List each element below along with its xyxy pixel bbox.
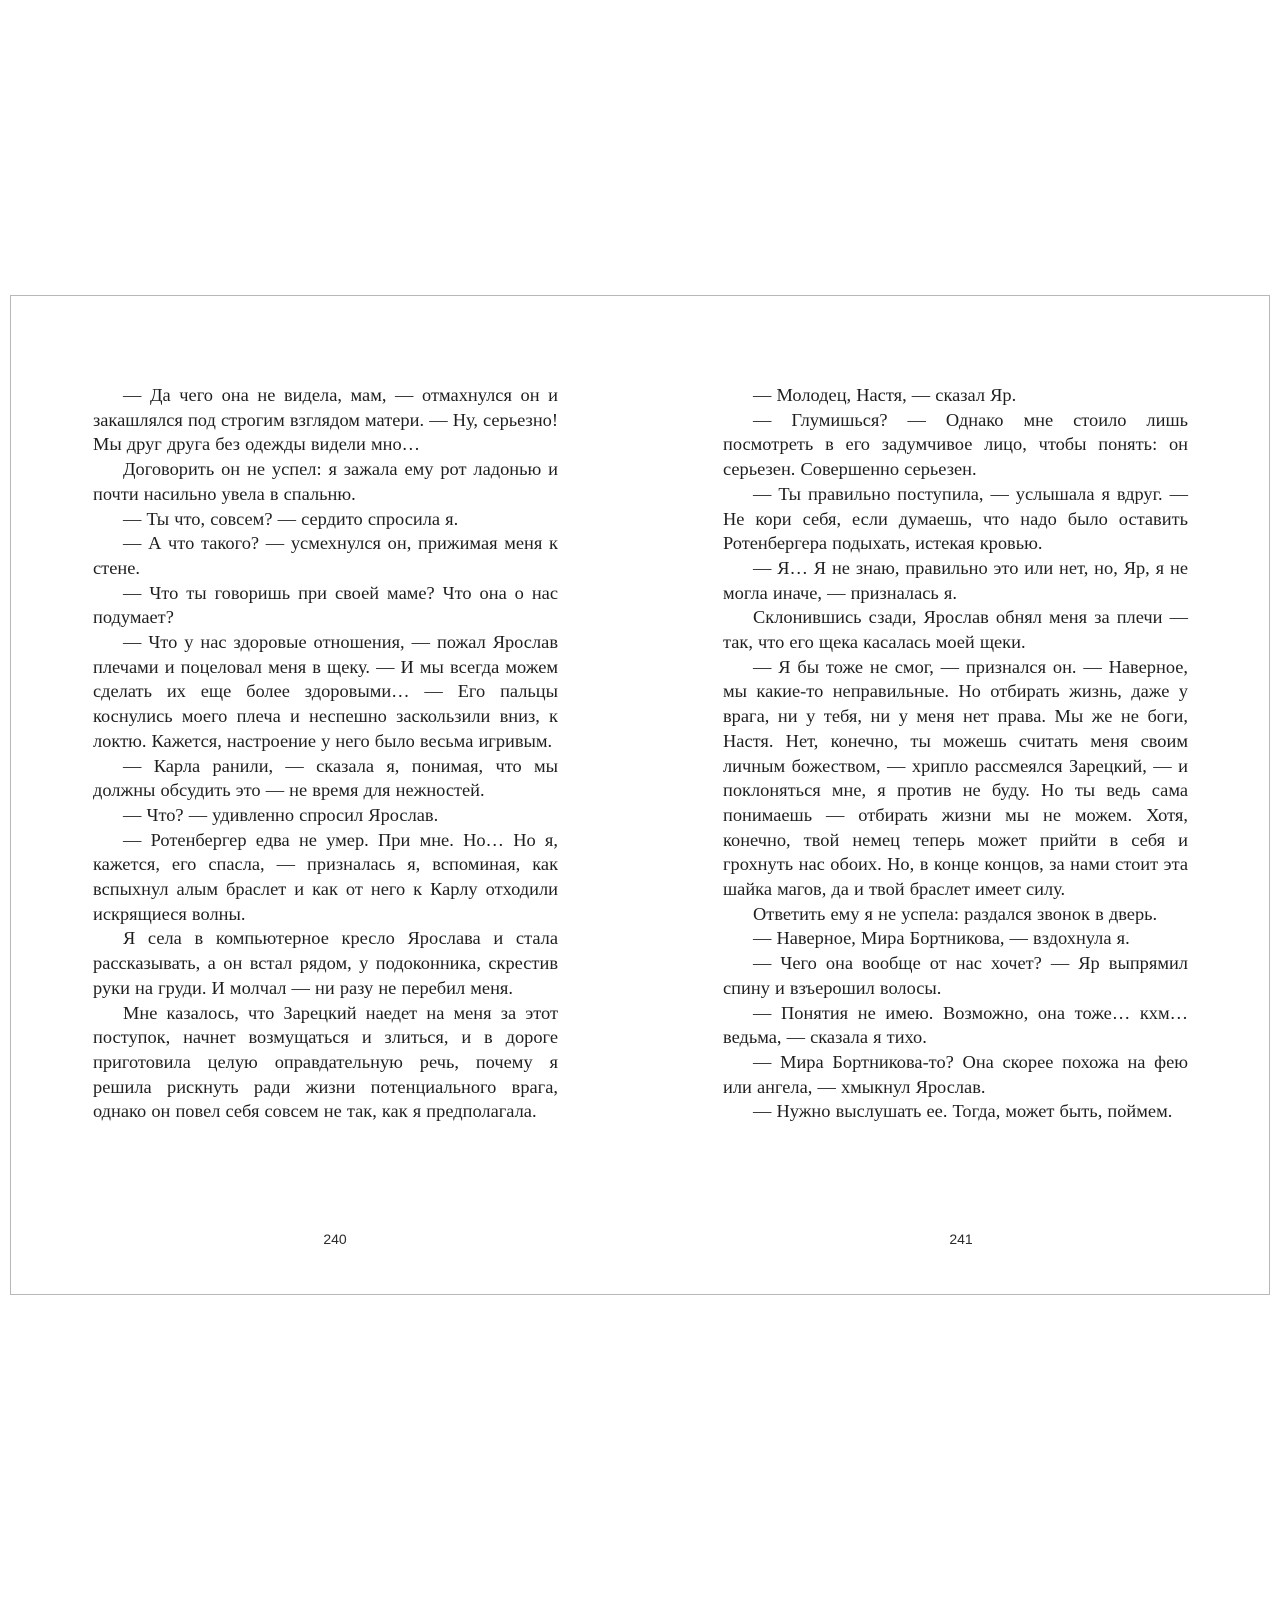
left-page bbox=[93, 383, 558, 1293]
right-page bbox=[723, 383, 1188, 1293]
paragraph: — Глумишься? — Однако мне стоило лишь посмотреть в его задумчивое лицо, чтобы понять: он серьезен. Совершенно серьезен. bbox=[723, 409, 1188, 480]
book-spread bbox=[10, 295, 1270, 1295]
paragraph: — Я бы тоже не смог, — признался он. — Наверное, мы какие-то неправильные. Но отбирать жизнь, даже у врага, ни у тебя, ни у меня нет права. Мы же не боги, Настя. Нет, конечно, ты можешь считать меня своим личным божеством, — хрипло рассмеялся Зарецкий, — и поклоняться мне, я против не буду. Но ты ведь сама понимаешь — отбирать жизни мы не можем. Хотя, конечно, твой немец теперь может прийти в себя и грохнуть нас обоих. Но, в конце концов, за нами стоит эта шайка магов, да и твой браслет имеет силу. bbox=[723, 656, 1188, 900]
paragraph: — Что ты говоришь при своей маме? Что она о нас подумает? bbox=[93, 582, 558, 628]
paragraph: — Что у нас здоровые отношения, — пожал Ярослав плечами и поцеловал меня в щеку. — И мы всегда можем сделать их еще более здоровыми… — Его пальцы коснулись моего плеча и неспешно заскользили вниз, к локтю. Кажется, настроение у него было весьма игривым. bbox=[93, 632, 558, 751]
paragraph: Мне казалось, что Зарецкий наедет на меня за этот поступок, начнет возмущаться и злиться, и в дороге приготовила целую оправдательную речь, почему я решила рискнуть ради жизни потенциального врага, однако он повел себя совсем не так, как я предполагала. bbox=[93, 1002, 558, 1122]
paragraph: — Карла ранили, — сказала я, понимая, что мы должны обсудить это — не время для нежностей. bbox=[93, 755, 558, 801]
paragraph: — Наверное, Мира Бортникова, — вздохнула я. bbox=[753, 928, 1130, 949]
paragraph: — Чего она вообще от нас хочет? — Яр выпрямил спину и взъерошил волосы. bbox=[723, 953, 1188, 998]
paragraph: — Ротенбергер едва не умер. При мне. Но… Но я, кажется, его спасла, — призналась я, вспоминая, как вспыхнул алым браслет и как от него к Карлу отходили искрящиеся волны. bbox=[93, 829, 558, 924]
paragraph: Склонившись сзади, Ярослав обнял меня за плечи — так, что его щека касалась моей щеки. bbox=[723, 607, 1188, 653]
paragraph: — Да чего она не видела, мам, — отмахнулся он и закашлялся под строгим взглядом матери. — Ну, серьезно! Мы друг друга без одежды видели мно… bbox=[93, 385, 558, 455]
paragraph: Ответить ему я не успела: раздался звонок в дверь. bbox=[753, 903, 1158, 924]
paragraph: — Молодец, Настя, — сказал Яр. bbox=[753, 385, 1017, 405]
paragraph: — Мира Бортникова-то? Она скорее похожа на фею или ангела, — хмыкнул Ярослав. bbox=[723, 1051, 1188, 1097]
paragraph: — Что? — удивленно спросил Ярослав. bbox=[123, 804, 439, 825]
paragraph: — Понятия не имею. Возможно, она тоже… кхм… ведьма, — сказала я тихо. bbox=[723, 1002, 1188, 1048]
page-number-left: 240 bbox=[323, 1231, 347, 1247]
paragraph: — Ты что, совсем? — сердито спросила я. bbox=[123, 508, 459, 529]
paragraph: — Нужно выслушать ее. Тогда, может быть, поймем. bbox=[753, 1101, 1173, 1122]
paragraph: — А что такого? — усмехнулся он, прижимая меня к стене. bbox=[93, 533, 558, 578]
paragraph: — Ты правильно поступила, — услышала я вдруг. — Не кори себя, если думаешь, что надо было оставить Ротенбергера подыхать, истекая кровью. bbox=[723, 483, 1188, 554]
paragraph: Я села в компьютерное кресло Ярослава и стала рассказывать, а он встал рядом, у подоконника, скрестив руки на груди. И молчал — ни разу не перебил меня. bbox=[93, 928, 558, 998]
paragraph: — Я… Я не знаю, правильно это или нет, но, Яр, я не могла иначе, — призналась я. bbox=[723, 557, 1188, 603]
page-number-right: 241 bbox=[949, 1231, 973, 1247]
paragraph: Договорить он не успел: я зажала ему рот ладонью и почти насильно увела в спальню. bbox=[93, 459, 558, 504]
